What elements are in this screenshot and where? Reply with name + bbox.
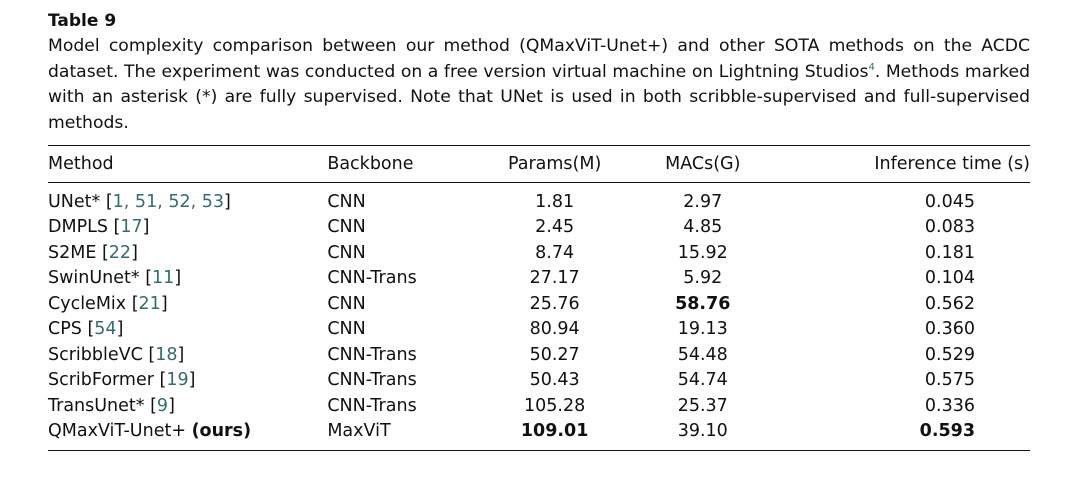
table-row [48, 291, 1030, 317]
backbone-cell: CNN-Trans [327, 344, 417, 365]
complexity-table [48, 145, 1030, 451]
table-title: Table 9 [48, 11, 117, 31]
method-cell: TransUnet* [9] [48, 395, 175, 416]
table-row [48, 317, 1030, 343]
time-cell: 0.181 [924, 242, 975, 263]
macs-cell: 19.13 [677, 319, 728, 340]
header-params: Params(M) [507, 154, 602, 174]
citation-link[interactable]: 17 [120, 217, 143, 238]
macs-cell: 15.92 [677, 242, 728, 263]
time-cell: 0.104 [924, 268, 975, 289]
time-cell: 0.575 [924, 370, 975, 391]
time-cell: 0.360 [924, 319, 975, 340]
params-cell: 105.28 [524, 395, 586, 416]
backbone-cell: CNN [327, 293, 366, 314]
citation-link[interactable]: 21 [138, 293, 161, 314]
citation-link[interactable]: 9 [156, 395, 169, 416]
macs-cell: 39.10 [677, 421, 728, 442]
params-cell: 1.81 [535, 191, 575, 212]
table-row [48, 393, 1030, 419]
method-cell: ScribbleVC [18] [48, 344, 185, 365]
backbone-cell: CNN [327, 319, 366, 340]
citation-link[interactable]: 1, 51, 52, 53 [112, 191, 224, 212]
citation-link[interactable]: 18 [155, 344, 178, 365]
macs-cell: 25.37 [677, 395, 728, 416]
macs-cell: 54.74 [677, 370, 728, 391]
macs-cell: 2.97 [683, 191, 723, 212]
method-cell: UNet* [1, 51, 52, 53] [48, 191, 231, 212]
table-row [48, 266, 1030, 292]
method-cell: SwinUnet* [11] [48, 268, 182, 289]
backbone-cell: CNN [327, 191, 366, 212]
params-cell: 50.27 [529, 344, 580, 365]
header-method: Method [48, 154, 114, 174]
table-figure [48, 10, 1030, 451]
method-cell: CycleMix [21] [48, 293, 168, 314]
citation-link[interactable]: 22 [108, 242, 132, 263]
time-cell: 0.045 [924, 191, 975, 212]
table-row [48, 342, 1030, 368]
time-cell: 0.529 [924, 344, 975, 365]
time-cell: 0.562 [924, 293, 975, 314]
backbone-cell: CNN [327, 217, 366, 238]
method-cell: CPS [54] [48, 319, 124, 340]
params-cell: 8.74 [535, 242, 575, 263]
citation-link[interactable]: 19 [166, 370, 189, 391]
time-cell: 0.083 [924, 217, 975, 238]
macs-cell: 5.92 [683, 268, 723, 289]
macs-cell: 4.85 [683, 217, 723, 238]
time-cell: 0.336 [924, 395, 975, 416]
citation-link[interactable]: 54 [94, 319, 117, 340]
table-row [48, 183, 1030, 215]
macs-cell-best: 58.76 [675, 293, 731, 314]
macs-cell: 54.48 [677, 344, 728, 365]
citation-link[interactable]: 11 [152, 268, 175, 289]
backbone-cell: CNN-Trans [327, 395, 417, 416]
backbone-cell: MaxViT [327, 421, 391, 442]
backbone-cell: CNN-Trans [327, 268, 417, 289]
header-row [48, 146, 1030, 183]
caption-text-1: Model complexity comparison between our method (QMaxViT-Unet+) and other SOTA methods on the ACDC dataset. The experiment was conducted on a free version virtual machine on Lightning Studios [48, 36, 1030, 82]
table-row [48, 240, 1030, 266]
caption-text-2: . Methods marked with an asterisk (*) are fully supervised. Note that UNet is used in both scribble-supervised and full-supervised methods. [48, 61, 1030, 133]
params-cell: 27.17 [529, 268, 580, 289]
backbone-cell: CNN-Trans [327, 370, 417, 391]
method-cell: QMaxViT-Unet+ (ours) [48, 421, 252, 442]
header-backbone: Backbone [327, 154, 414, 174]
method-cell: S2ME [22] [48, 242, 138, 263]
footnote-mark[interactable]: 4 [868, 61, 875, 73]
time-cell-best: 0.593 [919, 421, 975, 442]
header-inference-time: Inference time (s) [874, 154, 1030, 174]
params-cell: 80.94 [529, 319, 580, 340]
params-cell: 2.45 [535, 217, 575, 238]
table-row-ours [48, 419, 1030, 451]
params-cell-best: 109.01 [520, 421, 589, 442]
ours-label: (ours) [191, 421, 252, 442]
table-row [48, 368, 1030, 394]
header-macs: MACs(G) [665, 154, 741, 174]
backbone-cell: CNN [327, 242, 366, 263]
method-cell: DMPLS [17] [48, 217, 150, 238]
method-cell: ScribFormer [19] [48, 370, 196, 391]
params-cell: 50.43 [529, 370, 580, 391]
params-cell: 25.76 [529, 293, 580, 314]
table-caption [48, 34, 1030, 136]
table-row [48, 215, 1030, 241]
